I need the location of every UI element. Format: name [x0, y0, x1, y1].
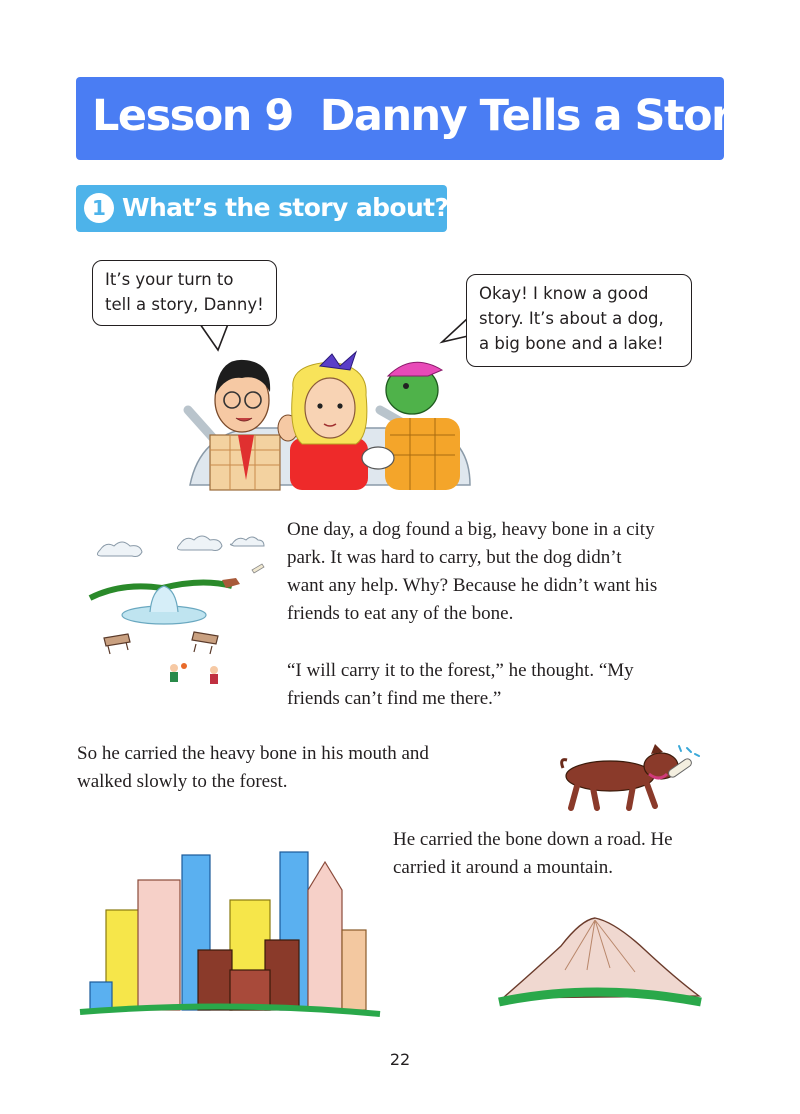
story-line: want any help. Why? Because he didn’t want his [287, 575, 658, 596]
story-line: friends to eat any of the bone. [287, 603, 514, 624]
bubble-line: It’s your turn to [105, 270, 234, 289]
story-paragraph-3 [77, 740, 429, 796]
bubble-line: story. It’s about a dog, [479, 309, 664, 328]
city-skyline-illustration [80, 850, 380, 1020]
story-line: “I will carry it to the forest,” he thought. “My [287, 660, 634, 681]
page-number: 22 [389, 1050, 411, 1069]
mountain-illustration [495, 910, 705, 1010]
section-number-badge: 1 [84, 193, 114, 223]
story-paragraph-2 [287, 657, 634, 713]
city-park-illustration [82, 520, 272, 695]
story-line: friends can’t find me there.” [287, 688, 502, 709]
story-paragraph-4 [393, 826, 673, 882]
dog-with-bone-illustration [555, 738, 705, 813]
story-line: He carried the bone down a road. He [393, 829, 673, 850]
bubble-line: a big bone and a lake! [479, 334, 664, 353]
speech-bubble-right [466, 274, 692, 367]
story-line: park. It was hard to carry, but the dog didn’t [287, 547, 622, 568]
section-label: What’s the story about? [122, 193, 449, 222]
lesson-title: Lesson 9 Danny Tells a Story [92, 91, 758, 141]
story-line: walked slowly to the forest. [77, 771, 288, 792]
story-line: carried it around a mountain. [393, 857, 614, 878]
story-line: One day, a dog found a big, heavy bone in a city [287, 519, 655, 540]
bubble-line: tell a story, Danny! [105, 295, 264, 314]
speech-bubble-left [92, 260, 277, 326]
story-line: So he carried the heavy bone in his mouth and [77, 743, 429, 764]
characters-in-car-illustration [180, 340, 480, 490]
bubble-line: Okay! I know a good [479, 284, 649, 303]
story-paragraph-1 [287, 516, 657, 628]
